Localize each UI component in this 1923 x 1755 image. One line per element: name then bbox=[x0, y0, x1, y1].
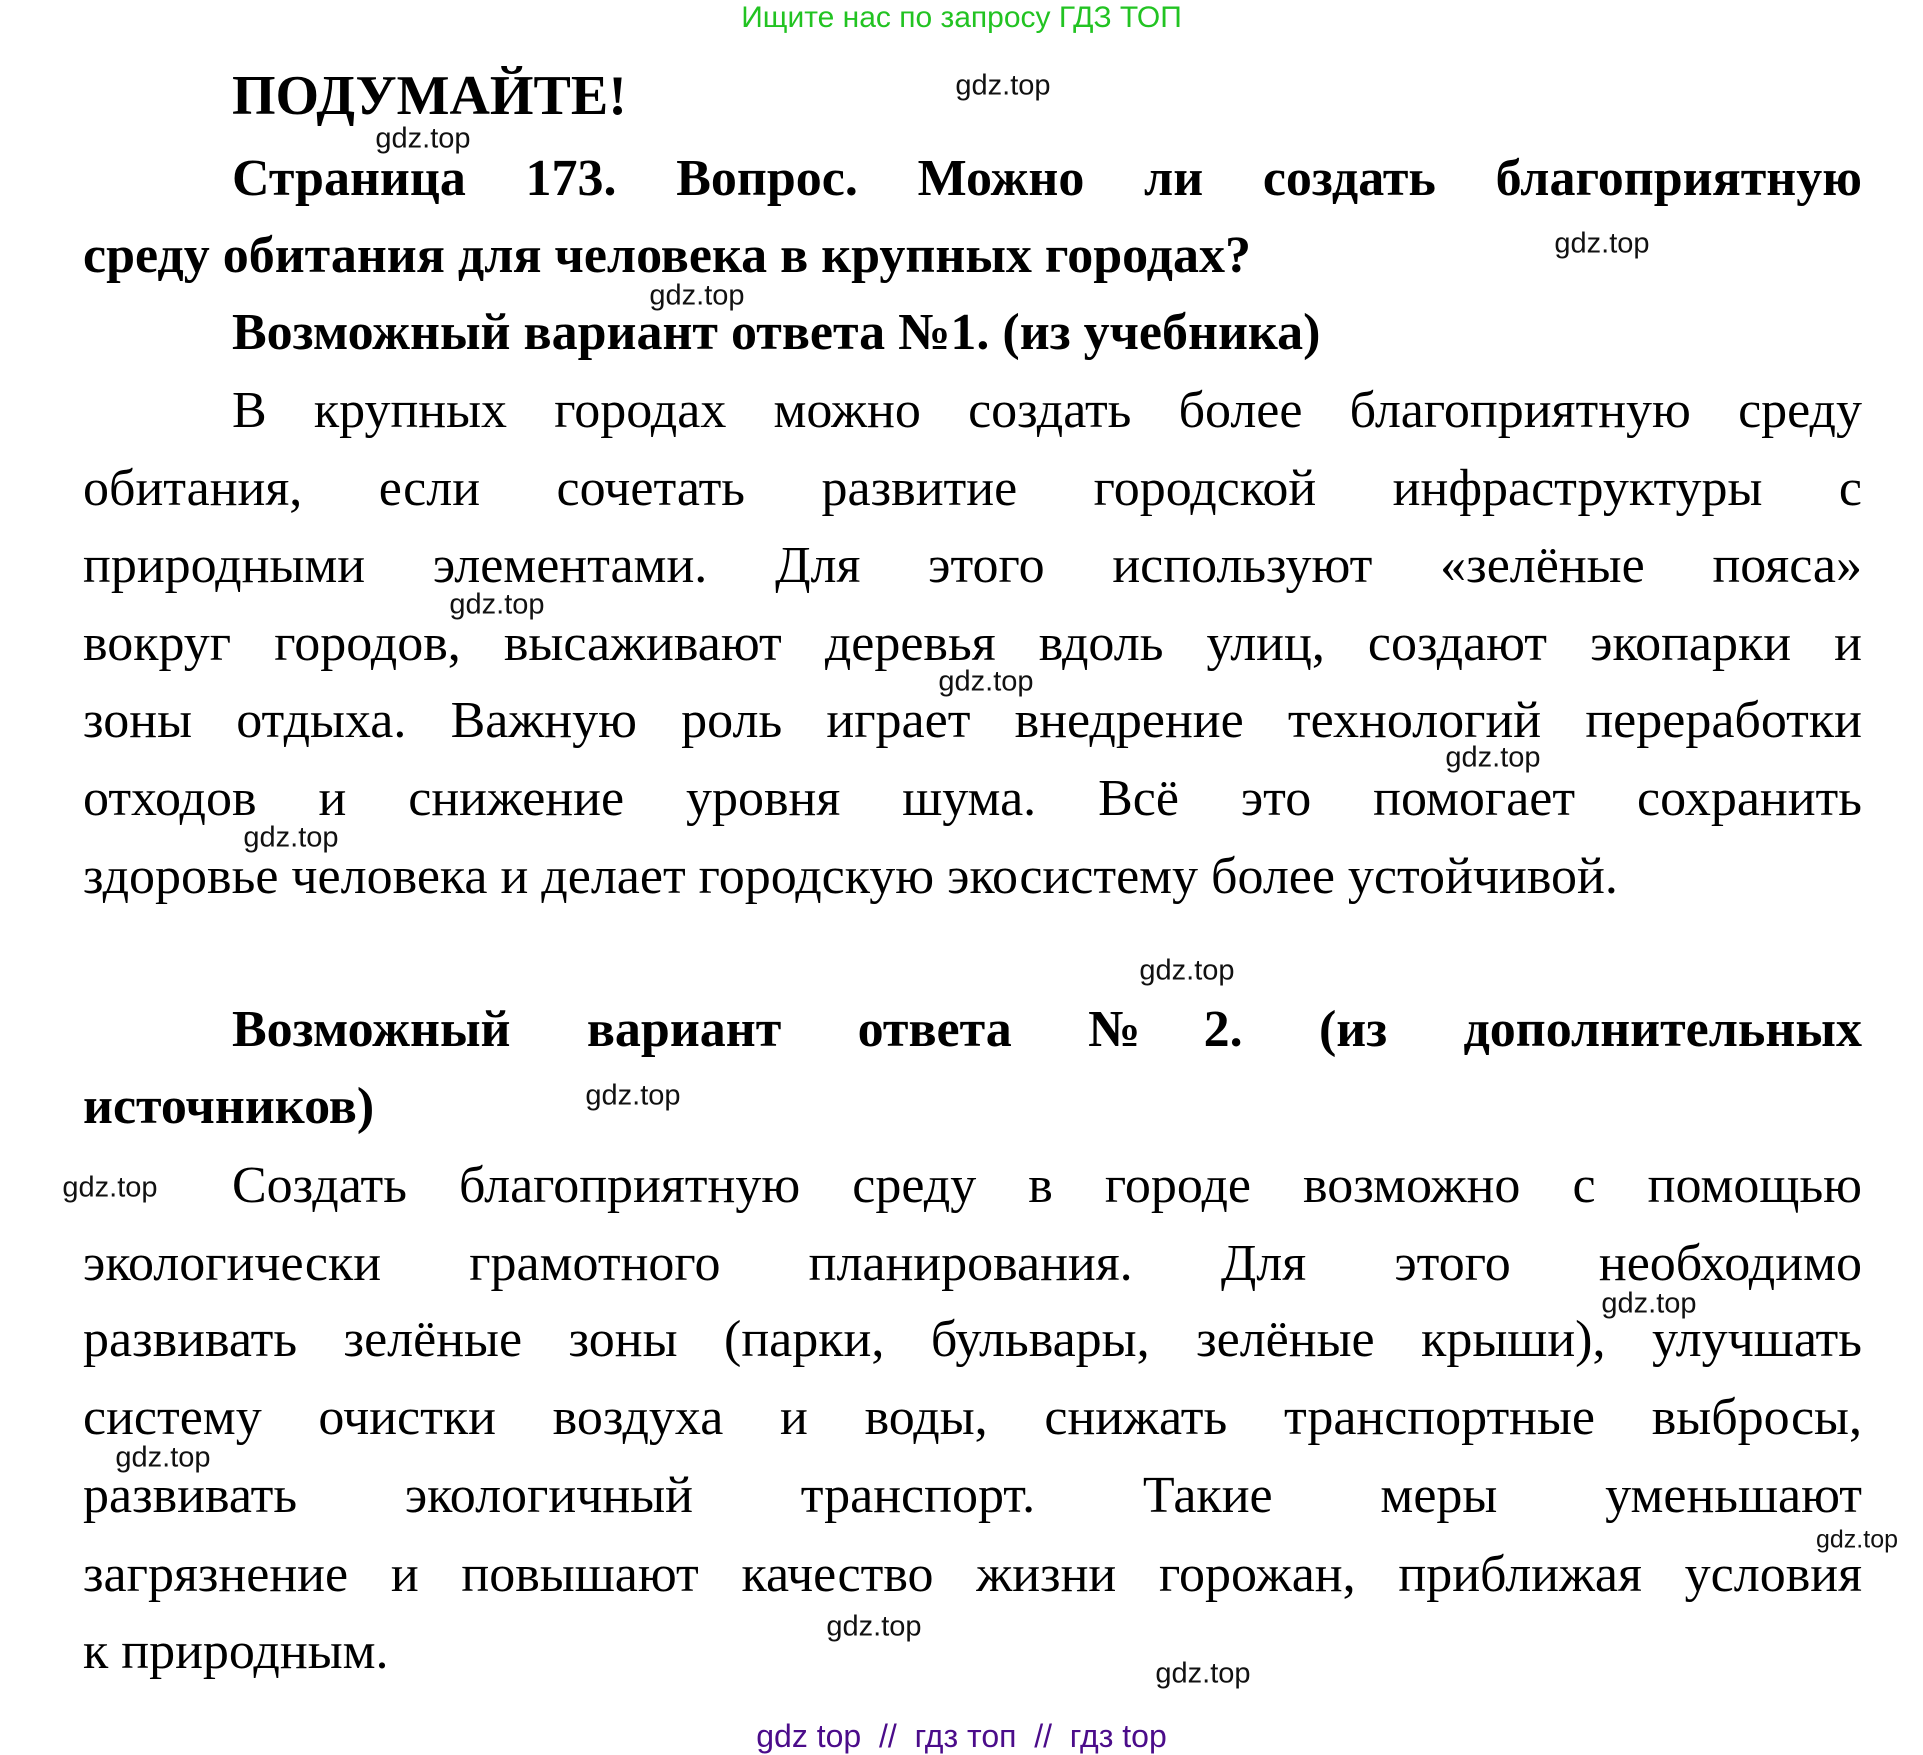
answer1-line: зоны отдыха. Важную роль играет внедрение технологий переработки bbox=[83, 692, 1862, 749]
answer1-line: В крупных городах можно создать более благоприятную среду bbox=[232, 382, 1862, 439]
answer2-heading: Возможный вариант ответа №2. (из дополнительных bbox=[232, 1001, 1862, 1058]
watermark: gdz.top bbox=[1554, 227, 1650, 260]
watermark: gdz.top bbox=[955, 69, 1051, 102]
watermark: gdz.top bbox=[1155, 1657, 1251, 1690]
question-line: Страница 173. Вопрос. Можно ли создать благоприятную bbox=[232, 150, 1862, 207]
watermark: gdz.top bbox=[938, 665, 1034, 698]
answer1-line: здоровье человека и делает городскую экосистему более устойчивой. bbox=[83, 848, 1618, 905]
answer2-line: Создать благоприятную среду в городе возможно с помощью bbox=[232, 1157, 1862, 1214]
answer2-line: развивать экологичный транспорт. Такие меры уменьшают bbox=[83, 1467, 1862, 1524]
footer-links bbox=[0, 1718, 1923, 1755]
answer2-line: экологически грамотного планирования. Для этого необходимо bbox=[83, 1235, 1862, 1292]
watermark: gdz.top bbox=[1445, 741, 1541, 774]
answer2-line: систему очистки воздуха и воды, снижать транспортные выбросы, bbox=[83, 1389, 1862, 1446]
watermark: gdz.top bbox=[243, 821, 339, 854]
answer2-line: загрязнение и повышают качество жизни горожан, приближая условия bbox=[83, 1546, 1862, 1603]
watermark: gdz.top bbox=[585, 1079, 681, 1112]
watermark: gdz.top bbox=[115, 1441, 211, 1474]
answer1-line: обитания, если сочетать развитие городской инфраструктуры с bbox=[83, 460, 1862, 517]
answer1-line: отходов и снижение уровня шума. Всё это помогает сохранить bbox=[83, 770, 1862, 827]
answer2-line: к природным. bbox=[83, 1623, 389, 1680]
watermark: gdz.top bbox=[449, 588, 545, 621]
watermark: gdz.top bbox=[1139, 954, 1235, 987]
page-title: ПОДУМАЙТЕ! bbox=[232, 65, 627, 127]
answer1-line: природными элементами. Для этого используют «зелёные пояса» bbox=[83, 537, 1862, 594]
watermark: gdz.top bbox=[826, 1610, 922, 1643]
watermark: gdz.top bbox=[649, 279, 745, 312]
watermark: gdz.top bbox=[375, 122, 471, 155]
footer-text: gdz top // гдз топ // гдз top bbox=[756, 1718, 1167, 1754]
search-banner: Ищите нас по запросу ГДЗ ТОП bbox=[741, 1, 1182, 34]
answer1-heading: Возможный вариант ответа №1. (из учебника) bbox=[232, 304, 1321, 361]
answer1-line: вокруг городов, высаживают деревья вдоль улиц, создают экопарки и bbox=[83, 615, 1862, 672]
watermark: gdz.top bbox=[1601, 1287, 1697, 1320]
watermark: gdz.top bbox=[62, 1171, 158, 1204]
answer2-heading: источников) bbox=[83, 1078, 375, 1135]
answer2-line: развивать зелёные зоны (парки, бульвары, зелёные крыши), улучшать bbox=[83, 1311, 1862, 1368]
watermark: gdz.top bbox=[1815, 1525, 1899, 1554]
question-line: среду обитания для человека в крупных городах? bbox=[83, 227, 1251, 284]
